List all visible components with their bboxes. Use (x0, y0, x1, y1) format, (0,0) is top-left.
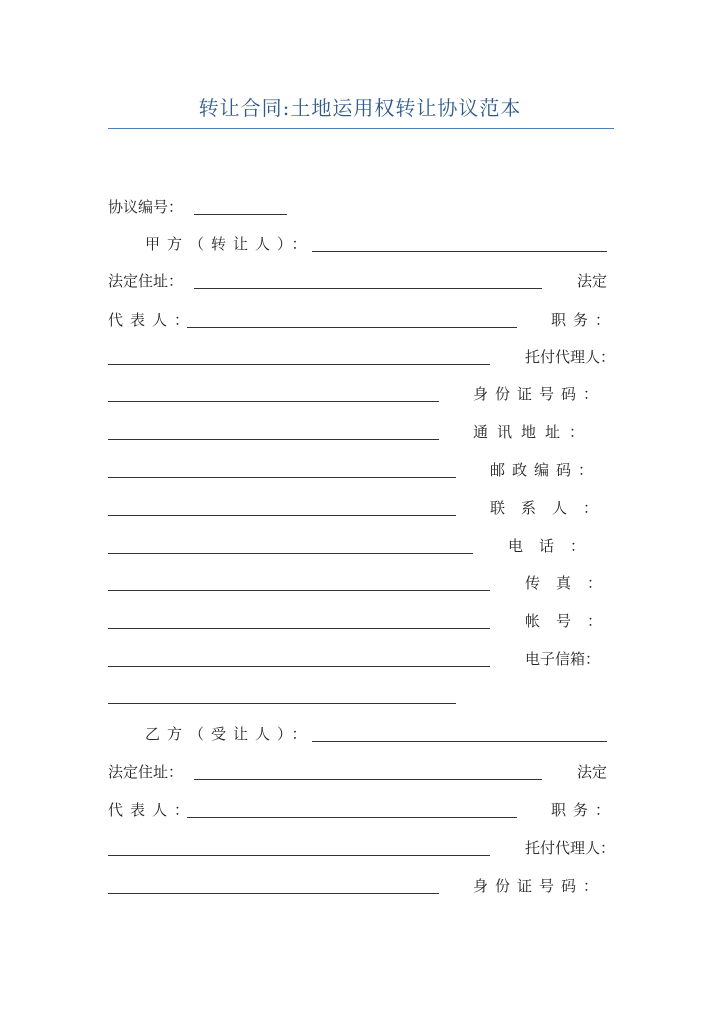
party-a-fax-field[interactable] (108, 628, 490, 629)
party-b-address-label: 法定住址： (108, 763, 184, 781)
title-underline (108, 128, 614, 129)
party-a-id-field[interactable] (108, 439, 439, 440)
party-a-account-label: 帐号： (525, 612, 619, 630)
party-a-email-label: 电子信箱： (525, 650, 601, 668)
party-b-legal-rep-field[interactable] (187, 817, 517, 818)
party-a-address-label: 法定住址： (108, 272, 184, 290)
party-a-name-field[interactable] (312, 251, 607, 252)
party-b-legal-label-part1: 法定 (577, 763, 608, 781)
party-a-comm-address-field[interactable] (108, 477, 456, 478)
party-a-agent-label: 托付代理人： (525, 348, 616, 366)
party-a-email-field[interactable] (108, 703, 456, 704)
party-b-legal-label-part2: 代表人： (108, 801, 197, 819)
party-b-position-field[interactable] (108, 855, 490, 856)
party-a-legal-rep-field[interactable] (187, 327, 517, 328)
party-b-id-label: 身份证号码： (473, 877, 606, 895)
party-a-position-label: 职务： (551, 311, 618, 329)
party-a-id-label: 身份证号码： (473, 385, 606, 403)
party-a-comm-address-label: 通讯地址： (473, 423, 594, 441)
party-b-address-field[interactable] (194, 779, 542, 780)
party-a-account-field[interactable] (108, 666, 490, 667)
party-a-postcode-field[interactable] (108, 515, 456, 516)
party-a-postcode-label: 邮政编码： (490, 461, 601, 479)
party-b-heading: 乙方（受让人）： (145, 725, 314, 743)
party-a-fax-label: 传真： (525, 574, 619, 592)
agreement-no-field[interactable] (194, 214, 287, 215)
party-a-phone-label: 电话： (508, 537, 602, 555)
agreement-no-label: 协议编号： (108, 198, 184, 216)
party-a-agent-field[interactable] (108, 401, 439, 402)
party-b-position-label: 职务： (551, 801, 618, 819)
party-a-address-field[interactable] (194, 288, 542, 289)
party-a-position-field[interactable] (108, 364, 490, 365)
party-b-agent-label: 托付代理人： (525, 839, 616, 857)
party-a-legal-label-part2: 代表人： (108, 311, 197, 329)
party-a-phone-field[interactable] (108, 590, 490, 591)
party-b-name-field[interactable] (312, 741, 607, 742)
party-a-heading: 甲方（转让人）： (145, 235, 314, 253)
party-a-legal-label-part1: 法定 (577, 272, 608, 290)
party-b-agent-field[interactable] (108, 893, 439, 894)
party-a-contact-field[interactable] (108, 553, 473, 554)
document-title: 转让合同:土地运用权转让协议范本 (198, 96, 522, 120)
party-a-contact-label: 联系人： (490, 499, 615, 517)
